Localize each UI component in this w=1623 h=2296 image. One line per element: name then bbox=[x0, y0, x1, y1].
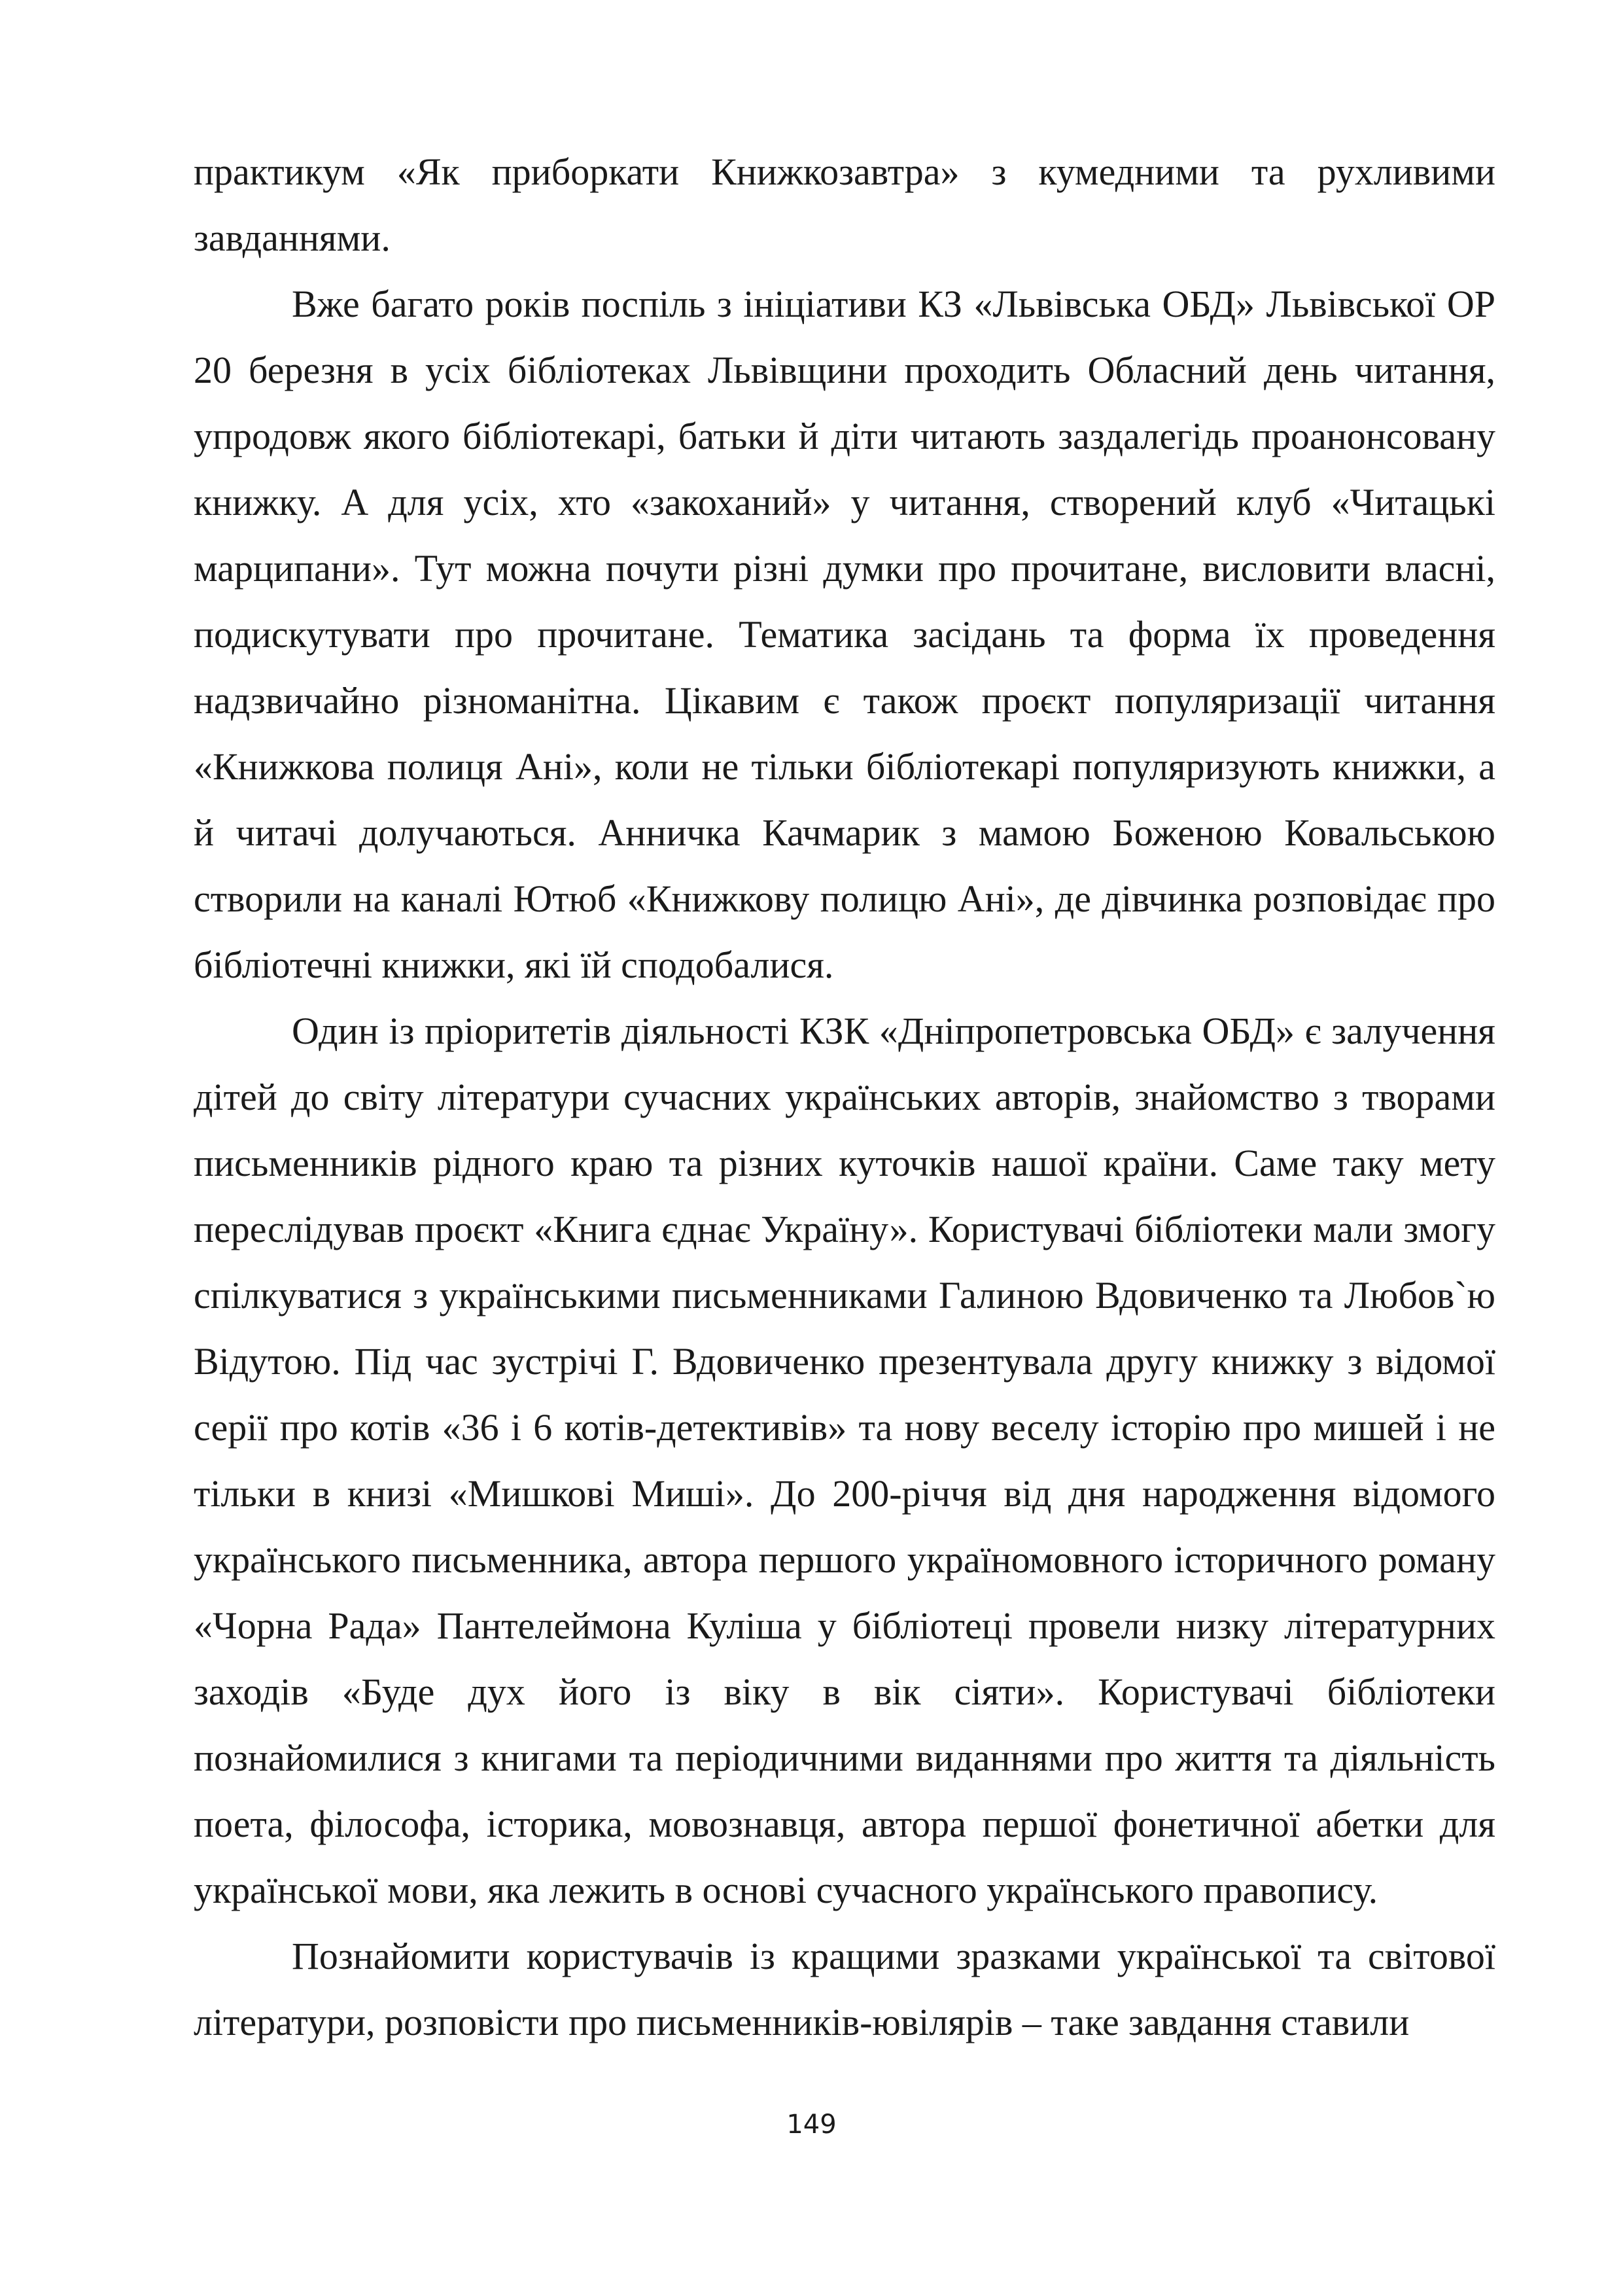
paragraph-introduce-users: Познайомити користувачів із кращими зразками української та світової літератури, розповісти про письменників-ювілярів – таке завдання ставили bbox=[194, 1935, 1495, 2043]
paragraph-lviv-library: Вже багато років поспіль з ініціативи КЗ «Львівська ОБД» Львівської ОР 20 березня в усіх бібліотеках Львівщини проходить Обласний день читання, упродовж якого бібліотекарі, батьки й діти читають заздалегідь проанонсовану книжку. А для усіх, хто «закоханий» у читання, створений клуб «Читацькі марципани». Тут можна почути різні думки про прочитане, висловити власні, подискутувати про прочитане. Тематика засідань та форма їх проведення надзвичайно різноманітна. Цікавим є також проєкт популяризації читання «Книжкова полиця Ані», коли не тільки бібліотекарі популяризують книжки, а й читачі долучаються. Анничка Качмарик з мамою Боженою Ковальською створили на каналі Ютюб «Книжкову полицю Ані», де дівчинка розповідає про бібліотечні книжки, які їй сподобалися. bbox=[194, 283, 1495, 986]
paragraph-dnipro-library: Один із пріоритетів діяльності КЗК «Дніпропетровська ОБД» є залучення дітей до світу літератури сучасних українських авторів, знайомство з творами письменників рідного краю та різних куточків нашої країни. Саме таку мету переслідував проєкт «Книга єднає Україну». Користувачі бібліотеки мали змогу спілкуватися з українськими письменниками Галиною Вдовиченко та Любов`ю Відутою. Під час зустрічі Г. Вдовиченко презентувала другу книжку з відомої серії про котів «36 і 6 котів-детективів» та нову веселу історію про мишей і не тільки в книзі «Мишкові Миші». До 200-річчя від дня народження відомого українського письменника, автора першого україномовного історичного роману «Чорна Рада» Пантелеймона Куліша у бібліотеці провели низку літературних заходів «Буде дух його із віку в вік сіяти». Користувачі бібліотеки познайомилися з книгами та періодичними виданнями про життя та діяльність поета, філософа, історика, мовознавця, автора першої фонетичної абетки для української мови, яка лежить в основі сучасного українського правопису. bbox=[194, 1010, 1495, 1911]
page-number: 149 bbox=[786, 2110, 837, 2140]
paragraph-continuation: практикум «Як приборкати Книжкозавтра» з кумедними та рухливими завданнями. bbox=[194, 150, 1495, 259]
body-text bbox=[194, 139, 1495, 2055]
